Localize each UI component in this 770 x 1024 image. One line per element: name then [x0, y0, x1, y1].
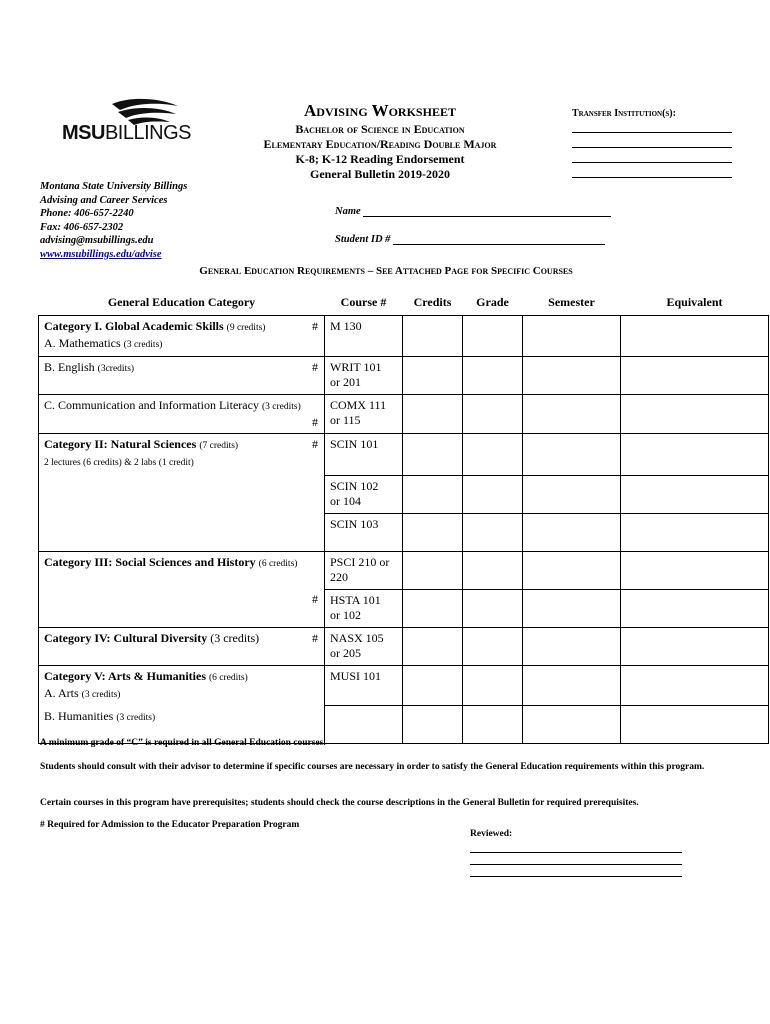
course-cell: WRIT 101 or 201 — [325, 356, 403, 394]
grade-cell[interactable] — [463, 475, 523, 513]
header-grade: Grade — [476, 295, 509, 309]
grade-cell[interactable] — [463, 551, 523, 589]
transfer-line-3[interactable] — [572, 162, 732, 163]
category-cell: B. Humanities (3 credits) — [39, 706, 325, 744]
course-cell: HSTA 101 or 102 — [325, 589, 403, 627]
category-cell: Category I. Global Academic Skills (9 credits) # A. Mathematics (3 credits) — [39, 315, 325, 356]
header-category: General Education Category — [107, 295, 256, 309]
equivalent-cell[interactable] — [621, 394, 769, 433]
category-cell: Category IV: Cultural Diversity (3 credits) # — [39, 627, 325, 665]
course-cell: M 130 — [325, 315, 403, 356]
table-row — [39, 589, 769, 627]
reviewed-line-3[interactable] — [470, 876, 682, 877]
credits-cell[interactable] — [403, 475, 463, 513]
transfer-institution-label: Transfer Institution(s): — [572, 108, 676, 119]
semester-cell[interactable] — [523, 394, 621, 433]
category-cell: Category III: Social Sciences and History (6 credits) — [39, 551, 325, 589]
transfer-line-2[interactable] — [572, 147, 732, 148]
credits-cell[interactable] — [403, 356, 463, 394]
equivalent-cell[interactable] — [621, 315, 769, 356]
table-row — [39, 551, 769, 589]
category-cell: B. English (3credits) # — [39, 356, 325, 394]
grade-cell[interactable] — [463, 665, 523, 706]
category-cell: # — [39, 589, 325, 627]
equivalent-cell[interactable] — [621, 627, 769, 665]
equivalent-cell[interactable] — [621, 665, 769, 706]
contact-fax: Fax: 406-657-2302 — [40, 221, 124, 233]
header-course: Course # — [340, 295, 387, 309]
semester-cell[interactable] — [523, 627, 621, 665]
credits-cell[interactable] — [403, 589, 463, 627]
course-cell: SCIN 101 — [325, 433, 403, 475]
student-id-line[interactable] — [393, 234, 605, 245]
equivalent-cell[interactable] — [621, 475, 769, 513]
logo-wordmark: MSUBILLINGS — [62, 122, 191, 144]
credits-cell[interactable] — [403, 433, 463, 475]
course-cell: MUSI 101 — [325, 665, 403, 706]
page-title: Advising Worksheet — [304, 101, 456, 120]
equivalent-cell[interactable] — [621, 433, 769, 475]
msu-billings-logo — [62, 98, 212, 146]
credits-cell[interactable] — [403, 665, 463, 706]
grade-cell[interactable] — [463, 513, 523, 551]
header-semester: Semester — [548, 295, 595, 309]
course-cell: SCIN 102 or 104 — [325, 475, 403, 513]
course-cell: NASX 105 or 205 — [325, 627, 403, 665]
course-cell: PSCI 210 or 220 — [325, 551, 403, 589]
credits-cell[interactable] — [403, 551, 463, 589]
name-line[interactable] — [363, 206, 611, 217]
contact-email: advising@msubillings.edu — [40, 235, 154, 246]
transfer-line-1[interactable] — [572, 132, 732, 133]
header-equivalent: Equivalent — [666, 295, 723, 309]
semester-cell[interactable] — [523, 356, 621, 394]
header-credits: Credits — [413, 295, 452, 309]
table-row — [39, 665, 769, 706]
endorsement-line: K-8; K-12 Reading Endorsement — [295, 152, 465, 166]
grade-cell[interactable] — [463, 394, 523, 433]
contact-phone: Phone: 406-657-2240 — [40, 208, 134, 219]
table-row — [39, 433, 769, 475]
grade-cell[interactable] — [463, 356, 523, 394]
semester-cell[interactable] — [523, 475, 621, 513]
major-line: Elementary Education/Reading Double Major — [263, 137, 497, 151]
student-id-label: Student ID # — [335, 234, 391, 245]
table-row — [39, 394, 769, 433]
advise-link[interactable]: www.msubillings.edu/advise — [40, 248, 162, 260]
credits-cell[interactable] — [403, 394, 463, 433]
semester-cell[interactable] — [523, 551, 621, 589]
equivalent-cell[interactable] — [621, 551, 769, 589]
semester-cell[interactable] — [523, 433, 621, 475]
admission-note: # Required for Admission to the Educator Preparation Program — [40, 820, 300, 830]
contact-block — [40, 180, 187, 261]
equivalent-cell[interactable] — [621, 356, 769, 394]
table-row — [39, 356, 769, 394]
reviewed-line-1[interactable] — [470, 852, 682, 853]
credits-cell[interactable] — [403, 513, 463, 551]
course-cell: COMX 111 or 115 — [325, 394, 403, 433]
equivalent-cell[interactable] — [621, 589, 769, 627]
semester-cell[interactable] — [523, 315, 621, 356]
course-cell: SCIN 103 — [325, 513, 403, 551]
name-field[interactable] — [335, 206, 611, 217]
gen-ed-heading: General Education Requirements – See Attached Page for Specific Courses — [199, 265, 573, 277]
credits-cell[interactable] — [403, 315, 463, 356]
category-cell: C. Communication and Information Literacy (3 credits) # — [39, 394, 325, 433]
table-header-row — [39, 295, 769, 315]
semester-cell[interactable] — [523, 665, 621, 706]
min-grade-note: A minimum grade of “C” is required in all General Education courses. — [40, 738, 326, 748]
credits-cell[interactable] — [403, 627, 463, 665]
student-id-field[interactable] — [335, 234, 605, 245]
table-row — [39, 627, 769, 665]
advisor-note: Students should consult with their advisor to determine if specific courses are necessary in order to satisfy the General Education requirements within this program. — [40, 762, 705, 772]
grade-cell[interactable] — [463, 315, 523, 356]
name-label: Name — [335, 206, 361, 217]
reviewed-line-2[interactable] — [470, 864, 682, 865]
equivalent-cell[interactable] — [621, 513, 769, 551]
contact-university: Montana State University Billings — [40, 181, 188, 192]
grade-cell[interactable] — [463, 627, 523, 665]
degree-line: Bachelor of Science in Education — [295, 122, 465, 136]
table-row — [39, 315, 769, 356]
grade-cell[interactable] — [463, 433, 523, 475]
semester-cell[interactable] — [523, 589, 621, 627]
gen-ed-table — [38, 295, 769, 744]
semester-cell[interactable] — [523, 513, 621, 551]
bulletin-line: General Bulletin 2019-2020 — [310, 167, 450, 181]
prerequisite-note: Certain courses in this program have prerequisites; students should check the course descriptions in the General Bulletin for required prerequisites. — [40, 798, 639, 808]
category-cell: Category V: Arts & Humanities (6 credits) A. Arts (3 credits) — [39, 665, 325, 706]
contact-office: Advising and Career Services — [40, 194, 168, 206]
grade-cell[interactable] — [463, 589, 523, 627]
category-cell: Category II: Natural Sciences (7 credits) # 2 lectures (6 credits) & 2 labs (1 credit) — [39, 433, 325, 551]
transfer-line-4[interactable] — [572, 177, 732, 178]
reviewed-label: Reviewed: — [470, 829, 513, 839]
